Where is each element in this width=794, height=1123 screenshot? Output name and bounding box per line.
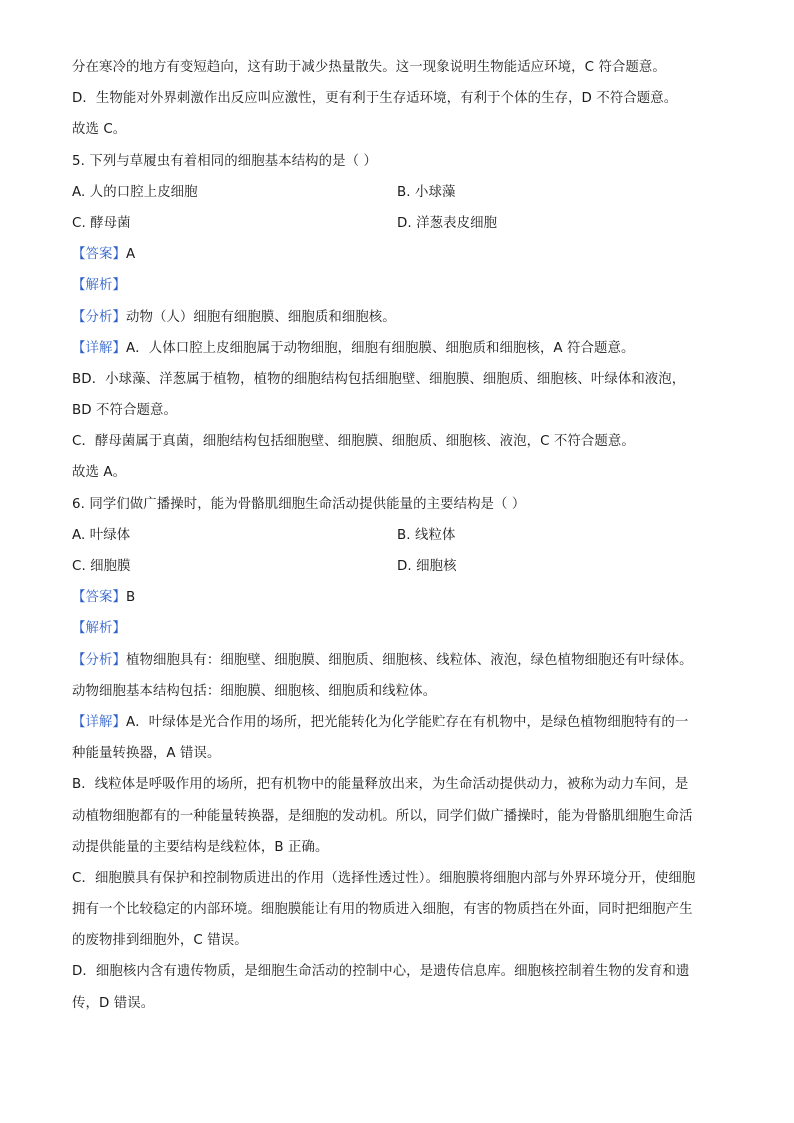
answer-tag: 【答案】	[72, 247, 126, 263]
text-line: 故选 A。	[72, 465, 127, 481]
text-line: BD 不符合题意。	[72, 403, 177, 419]
question-6-options-row-1	[72, 526, 722, 546]
xiangjie-text: A．人体口腔上皮细胞属于动物细胞，细胞有细胞膜、细胞质和细胞核，A 符合题意。	[125, 340, 635, 356]
text-line: 动植物细胞都有的一种能量转换器，是细胞的发动机。所以，同学们做广播操时，能为骨骼肌细胞生命活	[72, 808, 693, 824]
text-line: D．生物能对外界刺激作出反应叫应激性，更有利于生存适环境，有利于个体的生存，D 不符合题意。	[72, 91, 678, 107]
question-5-options-row-2	[72, 214, 722, 234]
analysis-tag: 【解析】	[72, 278, 126, 294]
fenxi-tag: 【分析】	[72, 309, 126, 325]
fenxi-line	[72, 651, 722, 671]
question-5: 5. 下列与草履虫有着相同的细胞基本结构的是（ ）	[72, 153, 377, 169]
fenxi-text: 植物细胞具有：细胞壁、细胞膜、细胞质、细胞核、线粒体、液泡，绿色植物细胞还有叶绿体。	[125, 652, 693, 668]
xiangjie-tag: 【详解】	[72, 714, 126, 730]
xiangjie-text: A．叶绿体是光合作用的场所，把光能转化为化学能贮存在有机物中，是绿色植物细胞特有的一	[125, 714, 689, 730]
text-line: D．细胞核内含有遗传物质，是细胞生命活动的控制中心，是遗传信息库。细胞核控制着生物的发育和遗	[72, 964, 690, 980]
text-line: BD．小球藻、洋葱属于植物，植物的细胞结构包括细胞壁、细胞膜、细胞质、细胞核、叶绿体和液泡，	[72, 371, 686, 387]
fenxi-text: 动物（人）细胞有细胞膜、细胞质和细胞核。	[125, 309, 396, 325]
xiangjie-line	[72, 339, 722, 359]
answer-line	[72, 245, 722, 265]
text-line: 动提供能量的主要结构是线粒体，B 正确。	[72, 839, 329, 855]
text-line: 动物细胞基本结构包括：细胞膜、细胞核、细胞质和线粒体。	[72, 683, 437, 699]
option-c: C. 细胞膜	[72, 559, 131, 574]
text-line: 拥有一个比较稳定的内部环境。细胞膜能让有用的物质进入细胞，有害的物质挡在外面，同时把细胞产生	[72, 902, 693, 918]
answer-value: A	[125, 247, 136, 263]
option-a: A. 人的口腔上皮细胞	[72, 184, 198, 200]
text-line: C．酵母菌属于真菌，细胞结构包括细胞壁、细胞膜、细胞质、细胞核、液泡，C 不符合题意。	[72, 434, 635, 450]
answer-tag: 【答案】	[72, 590, 126, 606]
fenxi-tag: 【分析】	[72, 652, 126, 668]
xiangjie-tag: 【详解】	[72, 340, 126, 356]
question-5-options-row-1	[72, 183, 722, 203]
option-d: D. 细胞核	[397, 559, 457, 574]
text-line: 分在寒冷的地方有变短趋向，这有助于减少热量散失。这一现象说明生物能适应环境，C 符合题意。	[72, 60, 666, 75]
option-b: B. 小球藻	[397, 184, 456, 200]
question-6: 6. 同学们做广播操时，能为骨骼肌细胞生命活动提供能量的主要结构是（ ）	[72, 496, 526, 512]
text-line: B．线粒体是呼吸作用的场所，把有机物中的能量释放出来，为生命活动提供动力，被称为动力车间，是	[72, 777, 689, 793]
option-b: B. 线粒体	[397, 527, 456, 543]
document-page	[72, 58, 722, 1025]
text-line: 故选 C。	[72, 122, 127, 138]
text-line: 的废物排到细胞外，C 错误。	[72, 933, 248, 949]
analysis-tag: 【解析】	[72, 621, 126, 637]
answer-value: B	[125, 590, 136, 606]
answer-line	[72, 588, 722, 608]
text-line: 种能量转换器，A 错误。	[72, 746, 221, 762]
option-d: D. 洋葱表皮细胞	[397, 215, 498, 231]
option-a: A. 叶绿体	[72, 527, 131, 543]
fenxi-line	[72, 308, 722, 328]
option-c: C. 酵母菌	[72, 215, 131, 231]
text-line: C．细胞膜具有保护和控制物质进出的作用（选择性透过性）。细胞膜将细胞内部与外界环境分开，使细胞	[72, 870, 696, 886]
xiangjie-line	[72, 713, 722, 733]
text-line: 传，D 错误。	[72, 995, 155, 1011]
question-6-options-row-2	[72, 557, 722, 577]
